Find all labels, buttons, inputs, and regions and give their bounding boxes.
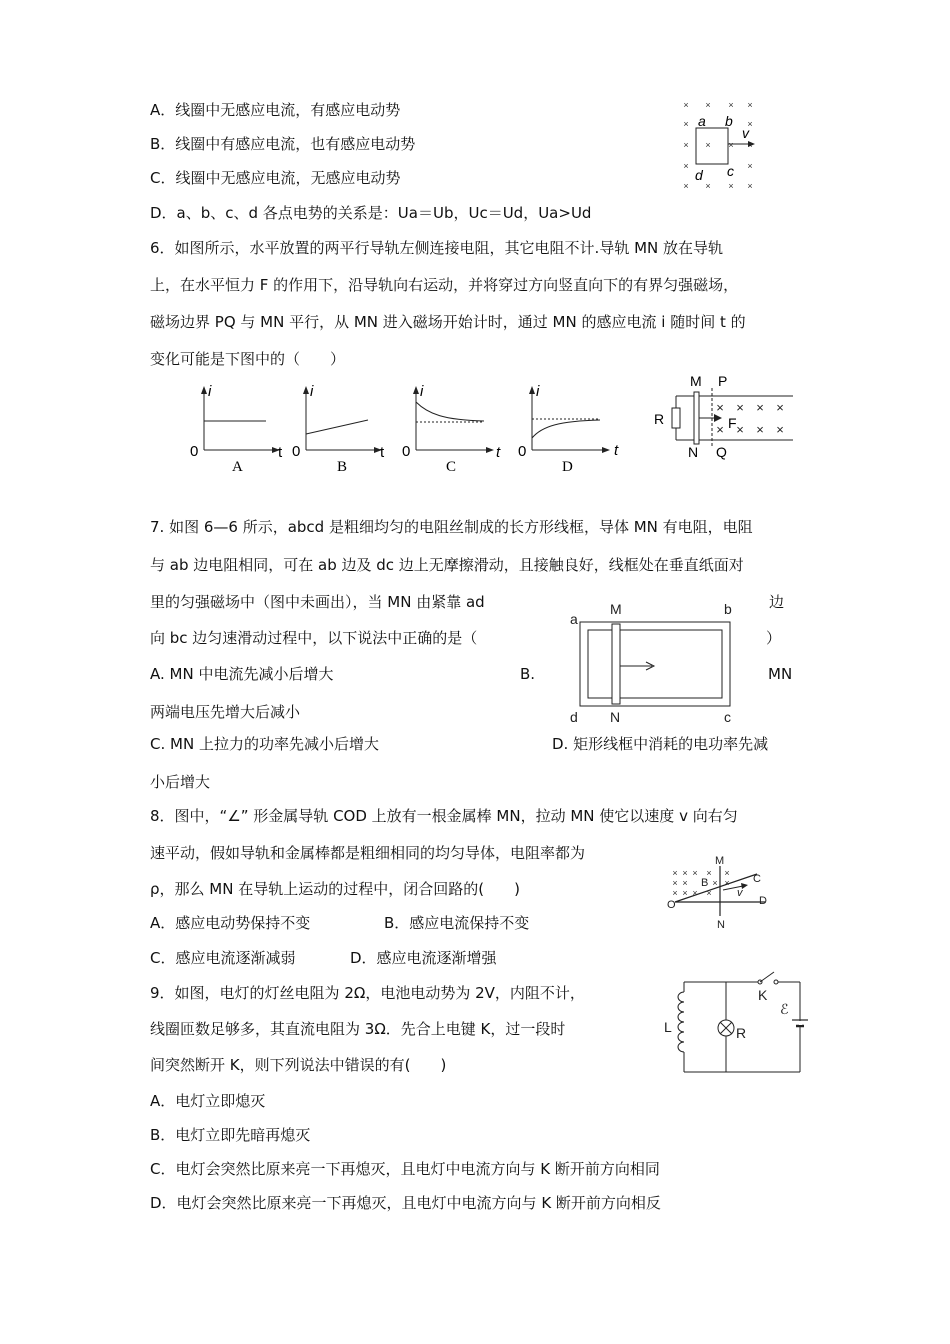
q5-coil-figure — [676, 96, 768, 196]
q7-line-4-end: ） — [766, 629, 782, 647]
q5-option-b: B．线圈中有感应电流，也有感应电动势 — [150, 135, 416, 153]
svg-text:×: × — [728, 140, 734, 150]
q6-label-n: N — [688, 444, 699, 460]
svg-text:×: × — [706, 868, 712, 878]
q6-label-m: M — [690, 373, 702, 389]
q6-graph-a — [184, 380, 289, 475]
q9-label-emf: ℰ — [780, 1001, 789, 1017]
q6-graph-d-xlabel: t — [614, 442, 619, 459]
q5-option-d: D．a、b、c、d 各点电势的关系是：Ua＝Ub，Uc＝Ud，Ua>Ud — [150, 204, 592, 222]
q9-label-l: L — [664, 1019, 672, 1035]
svg-text:×: × — [672, 888, 678, 898]
q8-label-b: B — [701, 877, 709, 889]
q9-circuit-figure — [660, 966, 810, 1082]
q6-graph-c-label: C — [446, 459, 457, 475]
q6-rail-figure — [648, 370, 798, 460]
q8-label-o: O — [667, 899, 676, 911]
svg-text:×: × — [683, 119, 689, 129]
svg-text:×: × — [736, 422, 744, 437]
svg-text:×: × — [692, 868, 698, 878]
svg-text:×: × — [672, 868, 678, 878]
q6-graph-d-origin: 0 — [518, 443, 527, 460]
q7-line-4: 向 bc 边匀速滑动过程中，以下说法中正确的是（ — [150, 629, 478, 647]
q6-graph-b-ylabel: i — [310, 383, 314, 400]
svg-text:×: × — [705, 140, 711, 150]
q9-label-k: K — [758, 987, 768, 1003]
svg-text:×: × — [756, 400, 764, 415]
q7-frame-figure — [562, 600, 748, 730]
q8-line-3: ρ，那么 MN 在导轨上运动的过程中，闭合回路的( ) — [150, 880, 520, 898]
svg-text:×: × — [747, 161, 753, 171]
q8-line-2: 速平动，假如导轨和金属棒都是粗细相同的均匀导体，电阻率都为 — [150, 844, 586, 862]
q7-option-a: A. MN 中电流先减小后增大 — [150, 665, 334, 683]
q5-label-c: c — [727, 163, 734, 179]
q6-line-3: 磁场边界 PQ 与 MN 平行，从 MN 进入磁场开始计时，通过 MN 的感应电流 i 随时间 t 的 — [150, 313, 746, 331]
q7-option-b-prefix: B. — [520, 665, 536, 683]
svg-text:×: × — [716, 400, 724, 415]
q9-option-d: D．电灯会突然比原来亮一下再熄灭，且电灯中电流方向与 K 断开前方向相反 — [150, 1194, 661, 1212]
q6-line-4: 变化可能是下图中的（ ） — [150, 350, 346, 368]
q7-line-1: 7. 如图 6—6 所示，abcd 是粗细均匀的电阻丝制成的长方形线框，导体 MN 有电阻，电阻 — [150, 518, 753, 536]
q5-option-c: C．线圈中无感应电流，无感应电动势 — [150, 169, 401, 187]
q6-graph-a-xlabel: t — [278, 444, 283, 461]
svg-text:×: × — [747, 181, 753, 191]
svg-text:×: × — [692, 888, 698, 898]
q7-label-b: b — [724, 601, 732, 617]
q6-graph-d-ylabel: i — [536, 383, 540, 400]
q8-angle-rail-figure — [665, 852, 775, 932]
q8-label-c: C — [753, 873, 761, 885]
svg-text:×: × — [683, 100, 689, 110]
q6-graph-b — [286, 380, 391, 475]
q8-option-a: A．感应电动势保持不变 — [150, 914, 311, 932]
svg-text:×: × — [747, 100, 753, 110]
q6-graph-d — [512, 380, 627, 475]
q9-line-2: 线圈匝数足够多，其直流电阻为 3Ω．先合上电键 K，过一段时 — [150, 1020, 566, 1038]
svg-text:×: × — [728, 100, 734, 110]
q8-option-c: C．感应电流逐渐减弱 — [150, 949, 296, 967]
q8-label-v: v — [737, 887, 743, 899]
q5-label-b: b — [725, 113, 733, 129]
svg-text:×: × — [705, 181, 711, 191]
svg-text:×: × — [776, 400, 784, 415]
svg-text:×: × — [683, 140, 689, 150]
q6-graph-c-ylabel: i — [420, 383, 424, 400]
svg-text:×: × — [683, 161, 689, 171]
q6-graph-c — [396, 380, 506, 475]
q6-label-r: R — [654, 411, 665, 427]
q8-line-1: 8．图中，“∠” 形金属导轨 COD 上放有一根金属棒 MN，拉动 MN 使它以速度 v 向右匀 — [150, 807, 738, 825]
q9-line-1: 9．如图，电灯的灯丝电阻为 2Ω，电池电动势为 2V，内阻不计， — [150, 984, 585, 1002]
q9-option-b: B．电灯立即先暗再熄灭 — [150, 1126, 311, 1144]
q6-graph-a-ylabel: i — [208, 383, 212, 400]
q7-line-3: 里的匀强磁场中（图中未画出），当 MN 由紧靠 ad — [150, 593, 485, 611]
q6-graph-b-label: B — [337, 459, 348, 475]
svg-text:×: × — [705, 100, 711, 110]
q9-label-r: R — [736, 1025, 747, 1041]
q7-label-c: c — [724, 709, 731, 725]
q6-line-2: 上，在水平恒力 F 的作用下，沿导轨向右运动，并将穿过方向竖直向下的有界匀强磁场， — [150, 276, 739, 294]
q7-line-3-end: 边 — [769, 593, 785, 611]
svg-text:×: × — [747, 119, 753, 129]
q9-line-3: 间突然断开 K，则下列说法中错误的有( ) — [150, 1056, 447, 1074]
q6-graph-a-label: A — [232, 459, 243, 475]
svg-text:×: × — [724, 868, 730, 878]
q7-label-m: M — [610, 601, 622, 617]
q5-option-a: A．线圈中无感应电流，有感应电动势 — [150, 101, 401, 119]
svg-text:×: × — [736, 400, 744, 415]
q6-label-f: F — [728, 415, 737, 431]
svg-text:×: × — [728, 181, 734, 191]
q9-option-a: A．电灯立即熄灭 — [150, 1092, 266, 1110]
svg-text:×: × — [706, 888, 712, 898]
svg-text:×: × — [682, 878, 688, 888]
q8-label-d: D — [759, 895, 767, 907]
svg-text:×: × — [724, 878, 730, 888]
q6-graph-a-origin: 0 — [190, 443, 199, 460]
q7-option-b-rest: 两端电压先增大后减小 — [150, 703, 301, 721]
q8-label-n: N — [717, 919, 725, 931]
svg-text:×: × — [683, 181, 689, 191]
svg-text:×: × — [682, 888, 688, 898]
q6-label-q: Q — [716, 444, 727, 460]
q7-label-n: N — [610, 709, 621, 725]
q6-graph-c-xlabel: t — [496, 444, 501, 461]
q9-option-c: C．电灯会突然比原来亮一下再熄灭，且电灯中电流方向与 K 断开前方向相同 — [150, 1160, 660, 1178]
q5-label-v: v — [742, 125, 749, 141]
q7-line-2: 与 ab 边电阻相同，可在 ab 边及 dc 边上无摩擦滑动，且接触良好，线框处在垂直纸面对 — [150, 556, 744, 574]
svg-text:×: × — [756, 422, 764, 437]
q8-label-m: M — [715, 855, 725, 867]
svg-text:×: × — [672, 878, 678, 888]
q6-line-1: 6．如图所示，水平放置的两平行导轨左侧连接电阻，其它电阻不计.导轨 MN 放在导轨 — [150, 239, 724, 257]
q6-graph-d-label: D — [562, 459, 573, 475]
q6-label-p: P — [718, 373, 728, 389]
q7-option-b-mn: MN — [768, 665, 793, 683]
q6-graph-b-origin: 0 — [292, 443, 301, 460]
svg-text:×: × — [776, 422, 784, 437]
q6-graph-c-origin: 0 — [402, 443, 411, 460]
q8-option-b: B．感应电流保持不变 — [384, 914, 530, 932]
q6-graph-b-xlabel: t — [380, 444, 385, 461]
q8-option-d: D．感应电流逐渐增强 — [350, 949, 497, 967]
q5-label-a: a — [698, 113, 706, 129]
svg-text:×: × — [682, 868, 688, 878]
q5-label-d: d — [695, 167, 703, 183]
q7-label-d: d — [570, 709, 578, 725]
svg-text:×: × — [716, 422, 724, 437]
q7-option-d: D. 矩形线框中消耗的电功率先减 — [552, 735, 769, 753]
svg-text:×: × — [712, 878, 718, 888]
q7-label-a: a — [570, 611, 578, 627]
q7-option-c: C. MN 上拉力的功率先减小后增大 — [150, 735, 379, 753]
q7-option-d-rest: 小后增大 — [150, 773, 211, 791]
